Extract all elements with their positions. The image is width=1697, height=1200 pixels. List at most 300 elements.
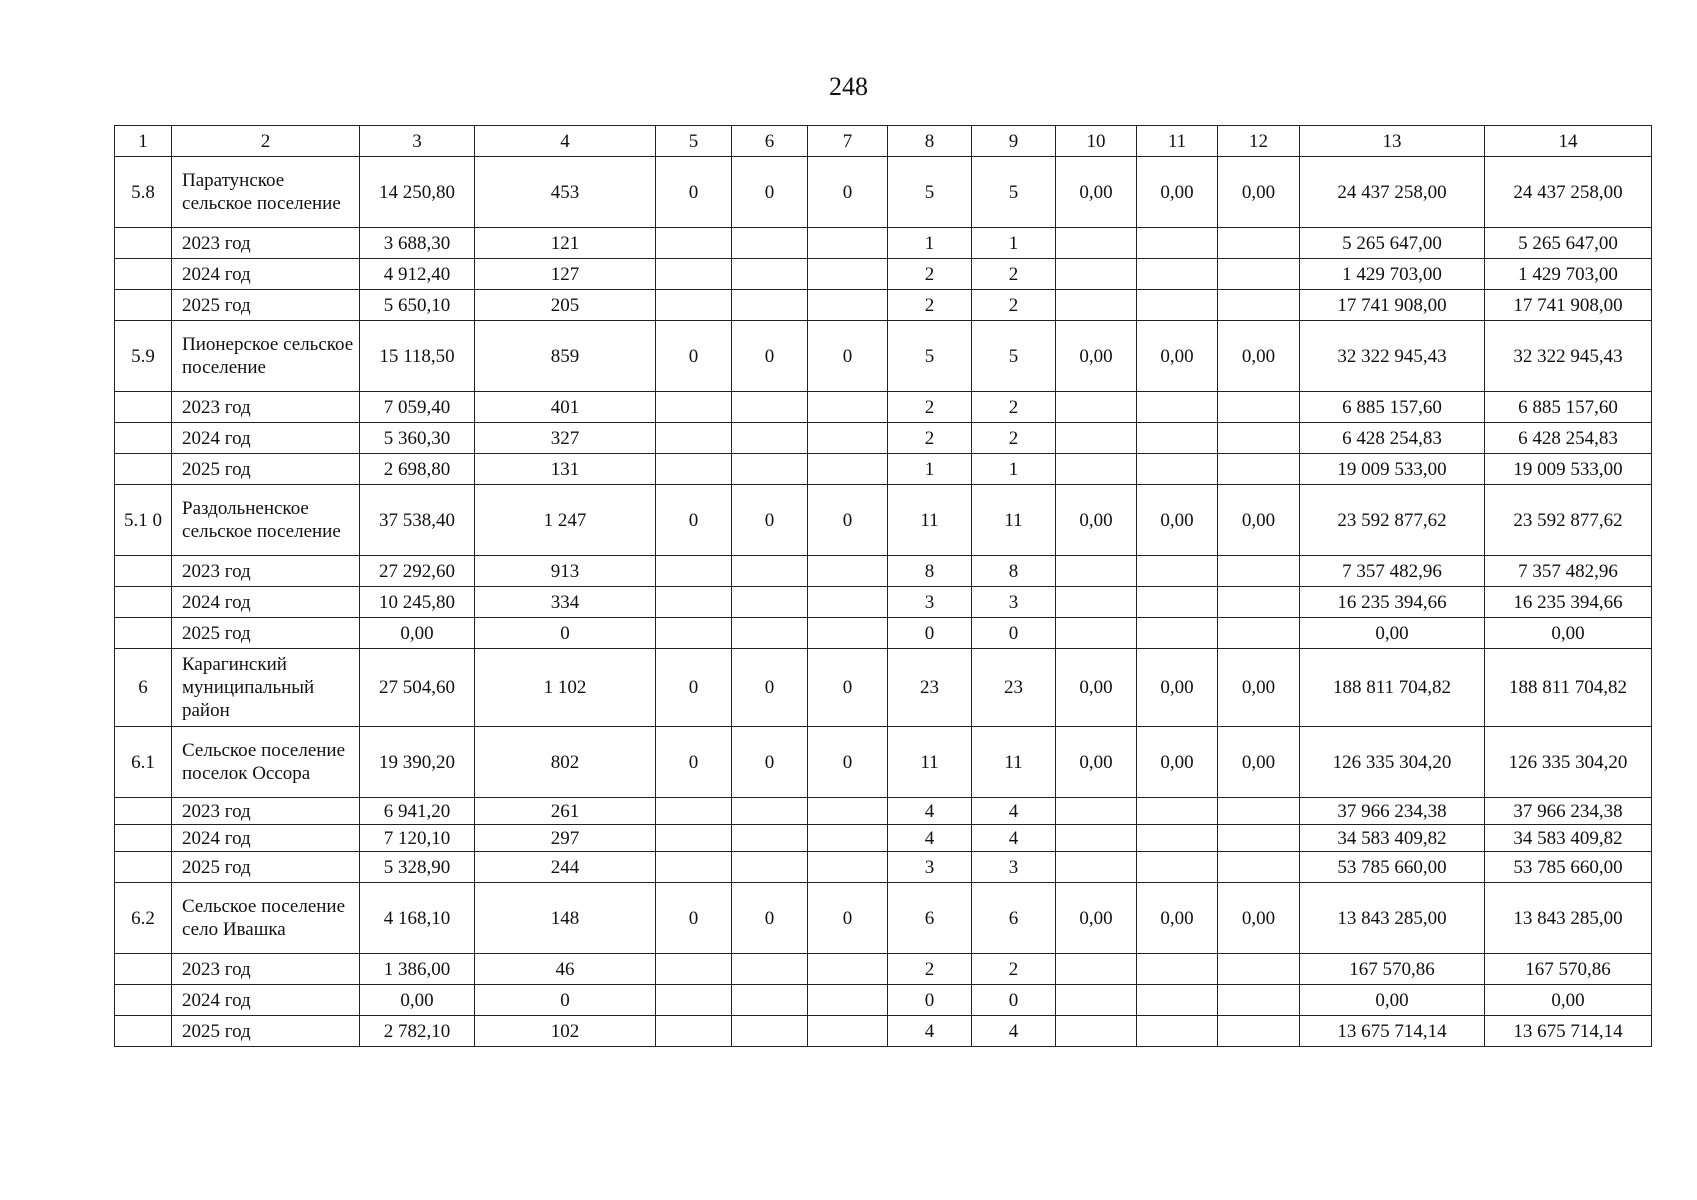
col-7-cell xyxy=(808,423,888,454)
col-13-cell: 5 265 647,00 xyxy=(1300,228,1485,259)
col-9-cell: 5 xyxy=(972,157,1056,228)
col-9-cell: 4 xyxy=(972,825,1056,852)
area-cell: 27 504,60 xyxy=(360,649,475,727)
col-9-cell: 5 xyxy=(972,321,1056,392)
residents-cell: 327 xyxy=(475,423,656,454)
col-12-cell xyxy=(1218,392,1300,423)
table-row-year xyxy=(115,1016,1652,1047)
col-7-cell: 0 xyxy=(808,321,888,392)
row-number-cell xyxy=(115,423,172,454)
col-5-cell xyxy=(656,954,732,985)
col-8-cell: 1 xyxy=(888,454,972,485)
col-12-cell: 0,00 xyxy=(1218,727,1300,798)
col-13-cell: 17 741 908,00 xyxy=(1300,290,1485,321)
col-5-cell xyxy=(656,852,732,883)
col-5-cell xyxy=(656,798,732,825)
col-8-cell: 2 xyxy=(888,259,972,290)
territory-name-cell: 2024 год xyxy=(172,423,360,454)
table-row-year xyxy=(115,954,1652,985)
col-7-cell xyxy=(808,825,888,852)
row-number-cell xyxy=(115,985,172,1016)
column-header-11: 11 xyxy=(1137,126,1218,157)
col-13-cell: 6 885 157,60 xyxy=(1300,392,1485,423)
col-13-cell: 24 437 258,00 xyxy=(1300,157,1485,228)
col-13-cell: 19 009 533,00 xyxy=(1300,454,1485,485)
col-9-cell: 2 xyxy=(972,290,1056,321)
residents-cell: 913 xyxy=(475,556,656,587)
col-11-cell xyxy=(1137,985,1218,1016)
row-number-cell: 5.8 xyxy=(115,157,172,228)
col-12-cell xyxy=(1218,852,1300,883)
col-14-cell: 37 966 234,38 xyxy=(1485,798,1652,825)
col-7-cell xyxy=(808,954,888,985)
area-cell: 5 360,30 xyxy=(360,423,475,454)
col-11-cell xyxy=(1137,587,1218,618)
residents-cell: 131 xyxy=(475,454,656,485)
col-10-cell xyxy=(1056,228,1137,259)
col-12-cell xyxy=(1218,290,1300,321)
col-13-cell: 32 322 945,43 xyxy=(1300,321,1485,392)
col-13-cell: 13 675 714,14 xyxy=(1300,1016,1485,1047)
residents-cell: 0 xyxy=(475,985,656,1016)
territory-name-cell: 2025 год xyxy=(172,290,360,321)
col-10-cell xyxy=(1056,392,1137,423)
col-8-cell: 2 xyxy=(888,290,972,321)
col-8-cell: 3 xyxy=(888,852,972,883)
area-cell: 10 245,80 xyxy=(360,587,475,618)
col-13-cell: 0,00 xyxy=(1300,618,1485,649)
residents-cell: 127 xyxy=(475,259,656,290)
col-6-cell: 0 xyxy=(732,883,808,954)
row-number-cell xyxy=(115,618,172,649)
col-9-cell: 2 xyxy=(972,954,1056,985)
territory-name-cell: 2025 год xyxy=(172,852,360,883)
col-10-cell xyxy=(1056,825,1137,852)
table-row-year xyxy=(115,556,1652,587)
col-9-cell: 2 xyxy=(972,392,1056,423)
table-row-year xyxy=(115,228,1652,259)
residents-cell: 121 xyxy=(475,228,656,259)
col-11-cell xyxy=(1137,852,1218,883)
territory-name-cell: 2024 год xyxy=(172,825,360,852)
col-8-cell: 5 xyxy=(888,321,972,392)
territory-name-cell: 2023 год xyxy=(172,798,360,825)
col-11-cell: 0,00 xyxy=(1137,321,1218,392)
column-header-14: 14 xyxy=(1485,126,1652,157)
col-6-cell: 0 xyxy=(732,485,808,556)
area-cell: 0,00 xyxy=(360,985,475,1016)
row-number-cell xyxy=(115,392,172,423)
residents-cell: 802 xyxy=(475,727,656,798)
col-8-cell: 4 xyxy=(888,825,972,852)
area-cell: 14 250,80 xyxy=(360,157,475,228)
col-10-cell: 0,00 xyxy=(1056,157,1137,228)
col-14-cell: 6 428 254,83 xyxy=(1485,423,1652,454)
col-8-cell: 1 xyxy=(888,228,972,259)
area-cell: 37 538,40 xyxy=(360,485,475,556)
col-14-cell: 188 811 704,82 xyxy=(1485,649,1652,727)
col-12-cell xyxy=(1218,587,1300,618)
col-6-cell xyxy=(732,290,808,321)
col-14-cell: 0,00 xyxy=(1485,618,1652,649)
residents-cell: 261 xyxy=(475,798,656,825)
col-8-cell: 2 xyxy=(888,423,972,454)
col-6-cell: 0 xyxy=(732,727,808,798)
territory-name-cell: Карагинский муниципальный район xyxy=(172,649,360,727)
col-7-cell xyxy=(808,556,888,587)
col-13-cell: 7 357 482,96 xyxy=(1300,556,1485,587)
territory-name-cell: Раздольненское сельское поселение xyxy=(172,485,360,556)
col-6-cell xyxy=(732,228,808,259)
col-7-cell xyxy=(808,852,888,883)
col-14-cell: 24 437 258,00 xyxy=(1485,157,1652,228)
row-number-cell xyxy=(115,290,172,321)
col-6-cell: 0 xyxy=(732,157,808,228)
area-cell: 4 912,40 xyxy=(360,259,475,290)
col-14-cell: 1 429 703,00 xyxy=(1485,259,1652,290)
column-header-13: 13 xyxy=(1300,126,1485,157)
col-12-cell: 0,00 xyxy=(1218,157,1300,228)
col-11-cell xyxy=(1137,556,1218,587)
col-5-cell xyxy=(656,259,732,290)
table-row-territory xyxy=(115,157,1652,228)
table-row-territory xyxy=(115,321,1652,392)
col-13-cell: 188 811 704,82 xyxy=(1300,649,1485,727)
col-8-cell: 11 xyxy=(888,727,972,798)
col-5-cell xyxy=(656,392,732,423)
table-row-year xyxy=(115,985,1652,1016)
residents-cell: 1 102 xyxy=(475,649,656,727)
col-9-cell: 11 xyxy=(972,485,1056,556)
col-14-cell: 0,00 xyxy=(1485,985,1652,1016)
col-8-cell: 5 xyxy=(888,157,972,228)
col-7-cell xyxy=(808,259,888,290)
col-6-cell: 0 xyxy=(732,649,808,727)
table-row-territory xyxy=(115,649,1652,727)
col-10-cell xyxy=(1056,454,1137,485)
col-9-cell: 0 xyxy=(972,618,1056,649)
col-9-cell: 6 xyxy=(972,883,1056,954)
col-10-cell xyxy=(1056,618,1137,649)
col-10-cell xyxy=(1056,587,1137,618)
col-5-cell xyxy=(656,1016,732,1047)
table-row-year xyxy=(115,423,1652,454)
col-14-cell: 23 592 877,62 xyxy=(1485,485,1652,556)
row-number-cell xyxy=(115,587,172,618)
col-11-cell xyxy=(1137,618,1218,649)
col-14-cell: 126 335 304,20 xyxy=(1485,727,1652,798)
col-5-cell: 0 xyxy=(656,727,732,798)
residents-cell: 453 xyxy=(475,157,656,228)
col-6-cell xyxy=(732,1016,808,1047)
col-13-cell: 1 429 703,00 xyxy=(1300,259,1485,290)
col-12-cell xyxy=(1218,259,1300,290)
col-7-cell xyxy=(808,587,888,618)
col-9-cell: 2 xyxy=(972,423,1056,454)
col-6-cell xyxy=(732,954,808,985)
col-7-cell xyxy=(808,392,888,423)
area-cell: 2 698,80 xyxy=(360,454,475,485)
col-14-cell: 16 235 394,66 xyxy=(1485,587,1652,618)
territory-name-cell: 2023 год xyxy=(172,392,360,423)
col-13-cell: 126 335 304,20 xyxy=(1300,727,1485,798)
col-13-cell: 167 570,86 xyxy=(1300,954,1485,985)
col-11-cell xyxy=(1137,1016,1218,1047)
row-number-cell xyxy=(115,1016,172,1047)
row-number-cell xyxy=(115,259,172,290)
col-5-cell xyxy=(656,290,732,321)
table-row-year xyxy=(115,825,1652,852)
col-6-cell xyxy=(732,798,808,825)
col-7-cell xyxy=(808,290,888,321)
col-12-cell: 0,00 xyxy=(1218,485,1300,556)
column-header-3: 3 xyxy=(360,126,475,157)
column-header-4: 4 xyxy=(475,126,656,157)
col-6-cell xyxy=(732,587,808,618)
col-11-cell: 0,00 xyxy=(1137,649,1218,727)
col-12-cell: 0,00 xyxy=(1218,883,1300,954)
area-cell: 1 386,00 xyxy=(360,954,475,985)
row-number-cell: 6 xyxy=(115,649,172,727)
col-14-cell: 13 675 714,14 xyxy=(1485,1016,1652,1047)
table-row-year xyxy=(115,290,1652,321)
column-header-12: 12 xyxy=(1218,126,1300,157)
col-7-cell: 0 xyxy=(808,649,888,727)
col-13-cell: 6 428 254,83 xyxy=(1300,423,1485,454)
col-5-cell xyxy=(656,228,732,259)
col-13-cell: 16 235 394,66 xyxy=(1300,587,1485,618)
area-cell: 7 059,40 xyxy=(360,392,475,423)
col-13-cell: 0,00 xyxy=(1300,985,1485,1016)
row-number-cell xyxy=(115,954,172,985)
col-5-cell xyxy=(656,825,732,852)
row-number-cell xyxy=(115,798,172,825)
col-9-cell: 2 xyxy=(972,259,1056,290)
col-12-cell xyxy=(1218,954,1300,985)
table-row-year xyxy=(115,587,1652,618)
col-12-cell: 0,00 xyxy=(1218,649,1300,727)
col-7-cell: 0 xyxy=(808,883,888,954)
territory-name-cell: Паратунское сельское поселение xyxy=(172,157,360,228)
col-9-cell: 4 xyxy=(972,1016,1056,1047)
col-10-cell: 0,00 xyxy=(1056,485,1137,556)
col-12-cell xyxy=(1218,825,1300,852)
col-9-cell: 23 xyxy=(972,649,1056,727)
col-11-cell: 0,00 xyxy=(1137,883,1218,954)
col-9-cell: 1 xyxy=(972,454,1056,485)
area-cell: 27 292,60 xyxy=(360,556,475,587)
header-row xyxy=(115,126,1652,157)
row-number-cell xyxy=(115,228,172,259)
col-6-cell xyxy=(732,392,808,423)
col-14-cell: 17 741 908,00 xyxy=(1485,290,1652,321)
table-row-year xyxy=(115,852,1652,883)
col-14-cell: 6 885 157,60 xyxy=(1485,392,1652,423)
area-cell: 6 941,20 xyxy=(360,798,475,825)
col-10-cell xyxy=(1056,1016,1137,1047)
col-9-cell: 8 xyxy=(972,556,1056,587)
col-5-cell xyxy=(656,454,732,485)
col-12-cell xyxy=(1218,228,1300,259)
col-13-cell: 37 966 234,38 xyxy=(1300,798,1485,825)
col-7-cell xyxy=(808,1016,888,1047)
col-8-cell: 4 xyxy=(888,1016,972,1047)
area-cell: 0,00 xyxy=(360,618,475,649)
col-12-cell xyxy=(1218,618,1300,649)
col-6-cell xyxy=(732,423,808,454)
col-8-cell: 6 xyxy=(888,883,972,954)
col-10-cell xyxy=(1056,798,1137,825)
territory-name-cell: Пионерское сельское поселение xyxy=(172,321,360,392)
row-number-cell xyxy=(115,852,172,883)
col-8-cell: 11 xyxy=(888,485,972,556)
territory-name-cell: 2024 год xyxy=(172,587,360,618)
col-5-cell: 0 xyxy=(656,321,732,392)
col-11-cell xyxy=(1137,259,1218,290)
area-cell: 19 390,20 xyxy=(360,727,475,798)
column-header-9: 9 xyxy=(972,126,1056,157)
column-header-1: 1 xyxy=(115,126,172,157)
col-6-cell xyxy=(732,825,808,852)
col-12-cell xyxy=(1218,454,1300,485)
territory-name-cell: 2025 год xyxy=(172,618,360,649)
residents-cell: 1 247 xyxy=(475,485,656,556)
col-5-cell xyxy=(656,587,732,618)
col-8-cell: 2 xyxy=(888,954,972,985)
area-cell: 7 120,10 xyxy=(360,825,475,852)
col-6-cell xyxy=(732,985,808,1016)
territory-name-cell: 2024 год xyxy=(172,259,360,290)
col-8-cell: 2 xyxy=(888,392,972,423)
residents-cell: 401 xyxy=(475,392,656,423)
column-header-6: 6 xyxy=(732,126,808,157)
row-number-cell: 6.1 xyxy=(115,727,172,798)
col-5-cell: 0 xyxy=(656,157,732,228)
col-11-cell: 0,00 xyxy=(1137,485,1218,556)
col-11-cell xyxy=(1137,798,1218,825)
col-8-cell: 8 xyxy=(888,556,972,587)
page-number: 248 xyxy=(829,72,868,101)
col-10-cell xyxy=(1056,290,1137,321)
data-table xyxy=(114,125,1652,1047)
col-10-cell xyxy=(1056,954,1137,985)
col-13-cell: 34 583 409,82 xyxy=(1300,825,1485,852)
table-row-year xyxy=(115,454,1652,485)
col-11-cell xyxy=(1137,290,1218,321)
col-10-cell xyxy=(1056,985,1137,1016)
row-number-cell: 5.1 0 xyxy=(115,485,172,556)
col-7-cell: 0 xyxy=(808,727,888,798)
residents-cell: 148 xyxy=(475,883,656,954)
table-row-year xyxy=(115,259,1652,290)
col-6-cell: 0 xyxy=(732,321,808,392)
col-10-cell xyxy=(1056,259,1137,290)
col-12-cell xyxy=(1218,556,1300,587)
table-body xyxy=(115,126,1652,1047)
col-10-cell: 0,00 xyxy=(1056,727,1137,798)
col-5-cell: 0 xyxy=(656,883,732,954)
row-number-cell: 6.2 xyxy=(115,883,172,954)
col-6-cell xyxy=(732,259,808,290)
col-10-cell xyxy=(1056,423,1137,454)
col-9-cell: 0 xyxy=(972,985,1056,1016)
col-9-cell: 4 xyxy=(972,798,1056,825)
col-10-cell: 0,00 xyxy=(1056,321,1137,392)
row-number-cell xyxy=(115,825,172,852)
col-8-cell: 0 xyxy=(888,985,972,1016)
area-cell: 15 118,50 xyxy=(360,321,475,392)
col-14-cell: 5 265 647,00 xyxy=(1485,228,1652,259)
col-13-cell: 13 843 285,00 xyxy=(1300,883,1485,954)
residents-cell: 859 xyxy=(475,321,656,392)
column-header-5: 5 xyxy=(656,126,732,157)
col-5-cell: 0 xyxy=(656,649,732,727)
residents-cell: 297 xyxy=(475,825,656,852)
col-8-cell: 0 xyxy=(888,618,972,649)
col-10-cell xyxy=(1056,852,1137,883)
col-6-cell xyxy=(732,852,808,883)
territory-name-cell: Сельское поселение село Ивашка xyxy=(172,883,360,954)
col-9-cell: 3 xyxy=(972,587,1056,618)
col-11-cell: 0,00 xyxy=(1137,727,1218,798)
col-14-cell: 13 843 285,00 xyxy=(1485,883,1652,954)
col-11-cell: 0,00 xyxy=(1137,157,1218,228)
col-5-cell: 0 xyxy=(656,485,732,556)
territory-name-cell: 2023 год xyxy=(172,556,360,587)
col-6-cell xyxy=(732,618,808,649)
table-row-territory xyxy=(115,727,1652,798)
row-number-cell xyxy=(115,556,172,587)
residents-cell: 334 xyxy=(475,587,656,618)
col-11-cell xyxy=(1137,954,1218,985)
col-12-cell: 0,00 xyxy=(1218,321,1300,392)
col-11-cell xyxy=(1137,454,1218,485)
col-11-cell xyxy=(1137,423,1218,454)
col-6-cell xyxy=(732,454,808,485)
residents-cell: 46 xyxy=(475,954,656,985)
col-13-cell: 53 785 660,00 xyxy=(1300,852,1485,883)
col-11-cell xyxy=(1137,228,1218,259)
col-12-cell xyxy=(1218,985,1300,1016)
col-7-cell xyxy=(808,798,888,825)
col-7-cell xyxy=(808,454,888,485)
col-7-cell xyxy=(808,985,888,1016)
col-11-cell xyxy=(1137,825,1218,852)
col-14-cell: 167 570,86 xyxy=(1485,954,1652,985)
area-cell: 4 168,10 xyxy=(360,883,475,954)
residents-cell: 102 xyxy=(475,1016,656,1047)
table-row-year xyxy=(115,392,1652,423)
table-row-year xyxy=(115,618,1652,649)
territory-name-cell: 2024 год xyxy=(172,985,360,1016)
col-7-cell xyxy=(808,228,888,259)
col-9-cell: 3 xyxy=(972,852,1056,883)
col-12-cell xyxy=(1218,423,1300,454)
territory-name-cell: 2023 год xyxy=(172,228,360,259)
col-7-cell: 0 xyxy=(808,485,888,556)
row-number-cell: 5.9 xyxy=(115,321,172,392)
column-header-8: 8 xyxy=(888,126,972,157)
col-14-cell: 32 322 945,43 xyxy=(1485,321,1652,392)
col-7-cell: 0 xyxy=(808,157,888,228)
col-9-cell: 11 xyxy=(972,727,1056,798)
col-10-cell: 0,00 xyxy=(1056,883,1137,954)
col-5-cell xyxy=(656,985,732,1016)
col-13-cell: 23 592 877,62 xyxy=(1300,485,1485,556)
territory-name-cell: Сельское поселение поселок Оссора xyxy=(172,727,360,798)
residents-cell: 0 xyxy=(475,618,656,649)
table-row-territory xyxy=(115,485,1652,556)
